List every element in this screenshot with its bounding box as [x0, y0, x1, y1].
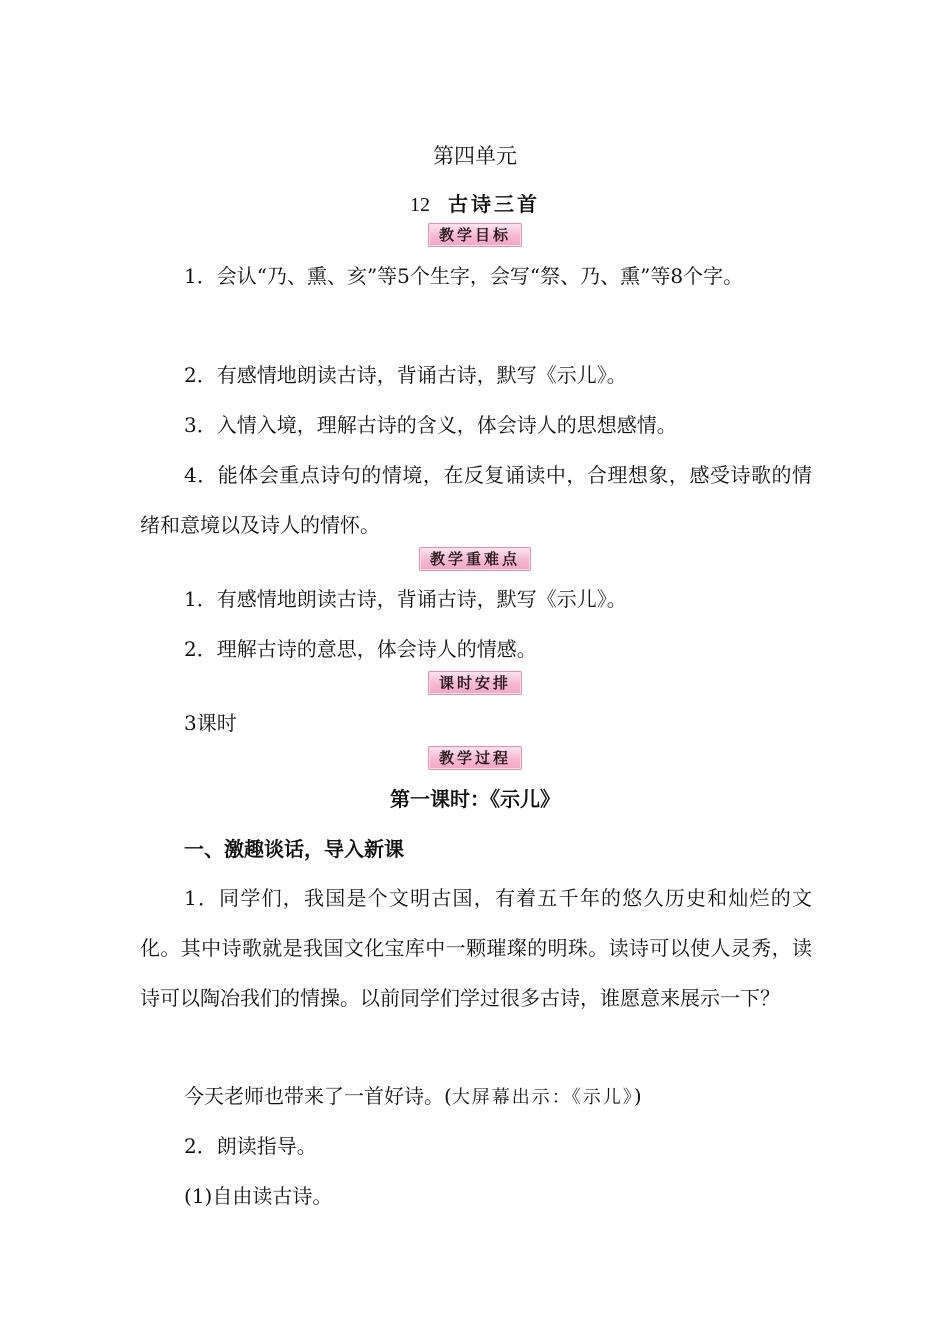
step2-title: 2．朗读指导。 [184, 1134, 317, 1158]
goals-badge: 教学目标 [428, 223, 522, 247]
key-points-badge-row [0, 547, 950, 571]
schedule-badge-row [0, 671, 950, 695]
step1-title: 一、激趣谈话，导入新课 [184, 837, 404, 861]
schedule-text: 3课时 [184, 711, 237, 735]
goal-item-4: 4．能体会重点诗句的情境，在反复诵读中，合理想象，感受诗歌的情绪和意境以及诗人的情怀。 [140, 463, 812, 537]
step1-p2-close: ) [633, 1084, 642, 1108]
goals-badge-row [0, 223, 950, 247]
lesson-number: 12 [410, 194, 430, 216]
key-point-item-2: 2．理解古诗的意思，体会诗人的情感。 [184, 637, 537, 661]
unit-title: 第四单元 [433, 144, 517, 168]
step1-paragraph-2 [140, 1071, 812, 1123]
process-badge: 教学过程 [428, 746, 522, 770]
first-lesson-title: 第一课时：《示儿》 [390, 787, 560, 811]
goal-item-2: 2．有感情地朗读古诗，背诵古诗，默写《示儿》。 [184, 363, 627, 387]
step2-sub1: (1)自由读古诗。 [184, 1184, 333, 1208]
key-point-item-1: 1．有感情地朗读古诗，背诵古诗，默写《示儿》。 [184, 587, 627, 611]
step1-paragraph-1: 1．同学们，我国是个文明古国，有着五千年的悠久历史和灿烂的文化。其中诗歌就是我国文化宝库中一颗璀璨的明珠。读诗可以使人灵秀，读诗可以陶冶我们的情操。以前同学们学过很多古诗，谁愿意来展示一下？ [140, 886, 812, 1010]
step1-p2-text: 今天老师也带来了一首好诗。( [184, 1084, 452, 1108]
schedule-badge: 课时安排 [428, 671, 522, 695]
lesson-name: 古诗三首 [448, 192, 540, 216]
step1-p2-note: 大屏幕出示：《示儿》 [451, 1087, 634, 1108]
key-points-badge: 教学重难点 [419, 547, 531, 571]
goal-item-1: 1．会认“乃、熏、亥”等5个生字，会写“祭、乃、熏”等8个字。 [184, 264, 744, 288]
process-badge-row [0, 746, 950, 770]
lesson-title [0, 188, 950, 217]
goal-item-3: 3．入情入境，理解古诗的含义，体会诗人的思想感情。 [184, 413, 677, 437]
